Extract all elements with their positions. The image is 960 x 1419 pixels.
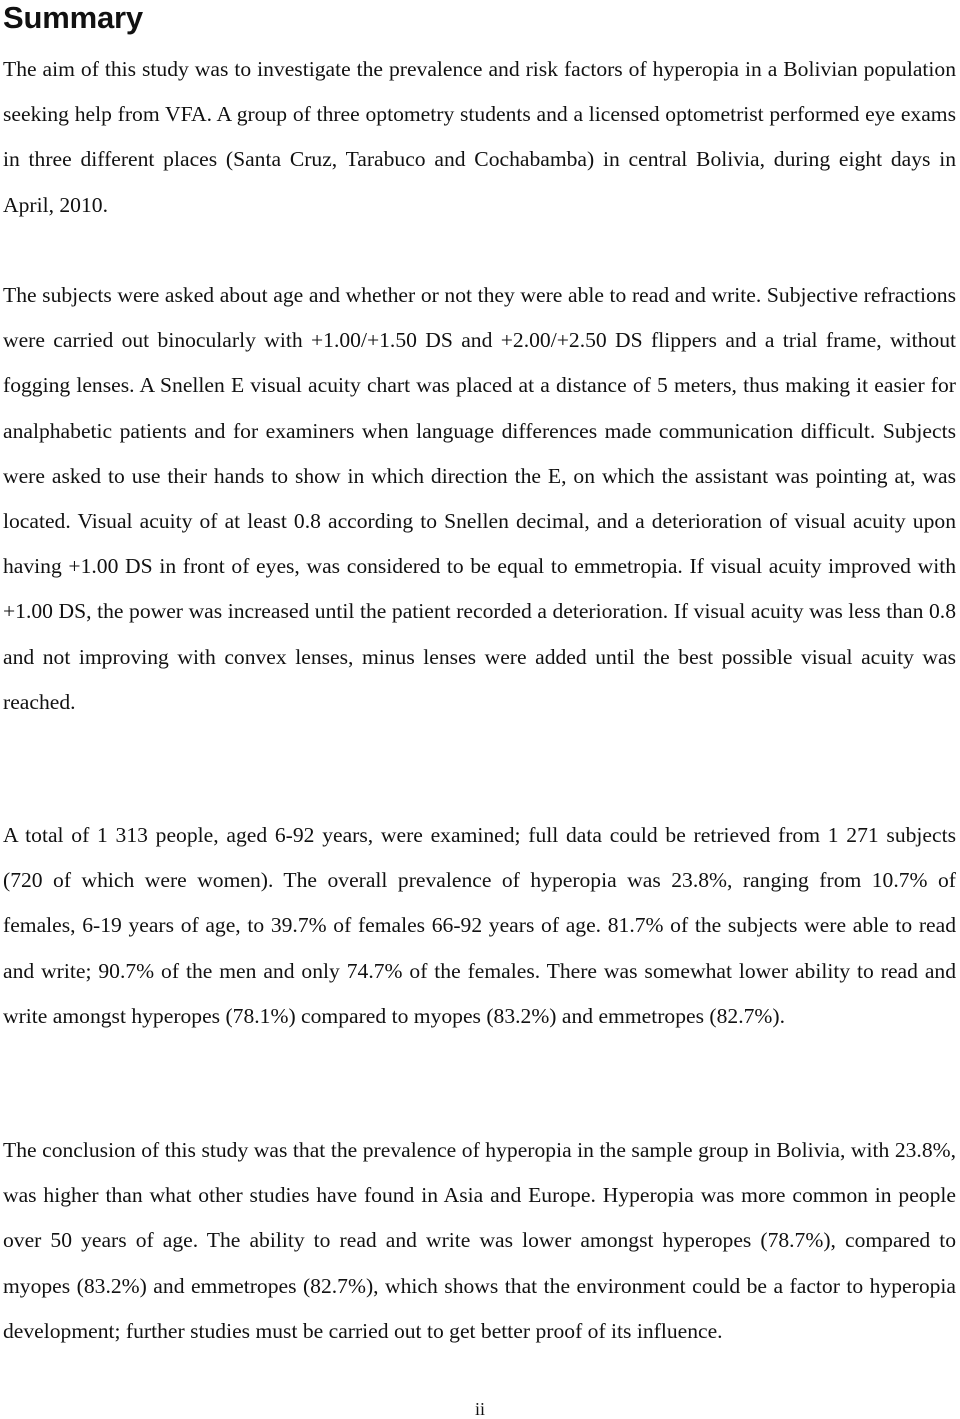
summary-paragraph-conclusion: The conclusion of this study was that the prevalence of hyperopia in the sample group in Bolivia, with 23.8%, was higher than what other studies have found in Asia and Europe. Hyperopia was more common in people over 50 years of age. The ability to read and write was lower amongst hyperopes (78.7%), compared to myopes (83.2%) and emmetropes (82.7%), which shows that the environment could be a factor to hyperopia development; further studies must be carried out to get better proof of its influence. [3,1138,956,1343]
section-heading: Summary [3,0,143,35]
page-number: ii [474,1399,485,1419]
summary-paragraph-aim: The aim of this study was to investigate the prevalence and risk factors of hyperopia in a Bolivian population seeking help from VFA. A group of three optometry students and a licensed optometrist performed eye exams in three different places (Santa Cruz, Tarabuco and Cochabamba) in central Bolivia, during eight days in April, 2010. [3,57,956,217]
summary-paragraph-results: A total of 1 313 people, aged 6-92 years, were examined; full data could be retrieved from 1 271 subjects (720 of which were women). The overall prevalence of hyperopia was 23.8%, ranging from 10.7% of females, 6-19 years of age, to 39.7% of females 66-92 years of age. 81.7% of the subjects were able to read and write; 90.7% of the men and only 74.7% of the females. There was somewhat lower ability to read and write amongst hyperopes (78.1%) compared to myopes (83.2%) and emmetropes (82.7%). [3,823,956,1028]
summary-paragraph-methods: The subjects were asked about age and whether or not they were able to read and write. Subjective refractions were carried out binocularly with +1.00/+1.50 DS and +2.00/+2.50 DS flippers and a trial frame, without fogging lenses. A Snellen E visual acuity chart was placed at a distance of 5 meters, thus making it easier for analphabetic patients and for examiners when language differences made communication difficult. Subjects were asked to use their hands to show in which direction the E, on which the assistant was pointing at, was located. Visual acuity of at least 0.8 according to Snellen decimal, and a deterioration of visual acuity upon having +1.00 DS in front of eyes, was considered to be equal to emmetropia. If visual acuity improved with +1.00 DS, the power was increased until the patient recorded a deterioration. If visual acuity was less than 0.8 and not improving with convex lenses, minus lenses were added until the best possible visual acuity was reached. [3,283,956,714]
